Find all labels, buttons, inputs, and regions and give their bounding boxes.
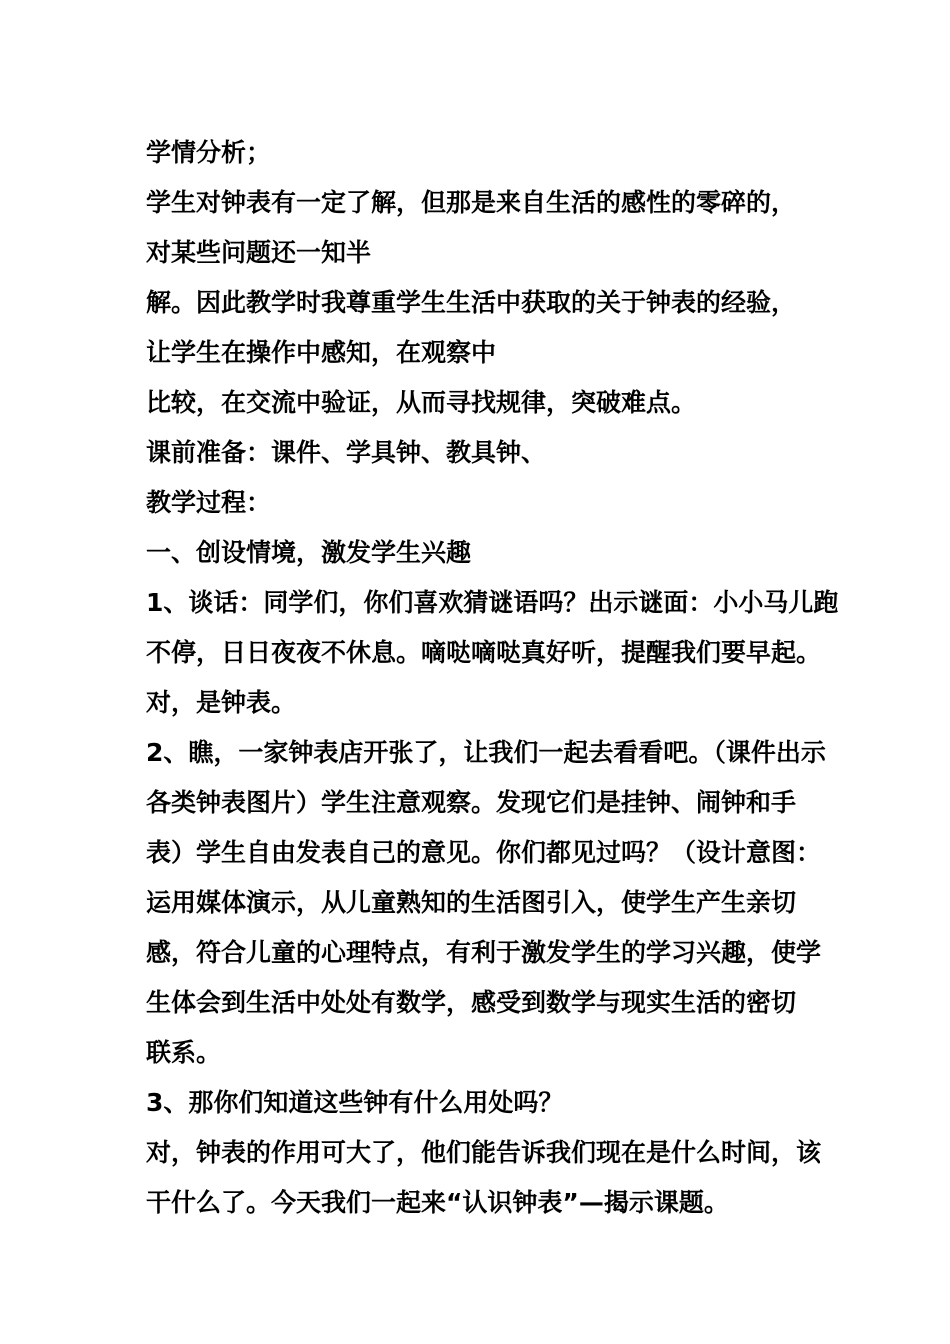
text-line: 解。因此教学时我尊重学生生活中获取的关于钟表的经验， [146,288,797,317]
subsection-heading: 一、创设情境，激发学生兴趣 [146,538,472,567]
section-heading-process: 教学过程： [146,488,272,517]
text-line: 学生对钟表有一定了解，但那是来自生活的感性的零碎的， [146,188,797,217]
text-line: 比较，在交流中验证，从而寻找规律，突破难点。 [146,388,697,417]
text-line: 运用媒体演示，从儿童熟知的生活图引入，使学生产生亲切 [146,888,797,917]
text-line: 对，钟表的作用可大了，他们能告诉我们现在是什么时间，该 [146,1138,822,1167]
document-body [146,128,839,1228]
text-line: 各类钟表图片）学生注意观察。发现它们是挂钟、闹钟和手 [146,788,797,817]
text-line: 感，符合儿童的心理特点，有利于激发学生的学习兴趣，使学 [146,938,822,967]
text-line: 干什么了。今天我们一起来“认识钟表”—揭示课题。 [146,1188,729,1217]
text-line: 不停，日日夜夜不休息。嘀哒嘀哒真好听，提醒我们要早起。 [146,638,822,667]
text-line: 1、谈话：同学们，你们喜欢猜谜语吗？出示谜面：小小马儿跑 [146,588,839,617]
section-heading-preparation: 课前准备：课件、学具钟、教具钟、 [146,438,547,467]
text-line: 2、瞧，一家钟表店开张了，让我们一起去看看吧。（课件出示 [146,738,826,767]
text-line: 表）学生自由发表自己的意见。你们都见过吗？（设计意图： [146,838,822,867]
text-line: 对某些问题还一知半 [146,238,372,267]
text-line: 联系。 [146,1038,222,1067]
text-line: 对，是钟表。 [146,688,297,717]
section-heading-analysis: 学情分析； [146,138,272,167]
text-line: 让学生在操作中感知，在观察中 [146,338,497,367]
text-line: 生体会到生活中处处有数学，感受到数学与现实生活的密切 [146,988,797,1017]
text-line: 3、那你们知道这些钟有什么用处吗？ [146,1088,564,1117]
